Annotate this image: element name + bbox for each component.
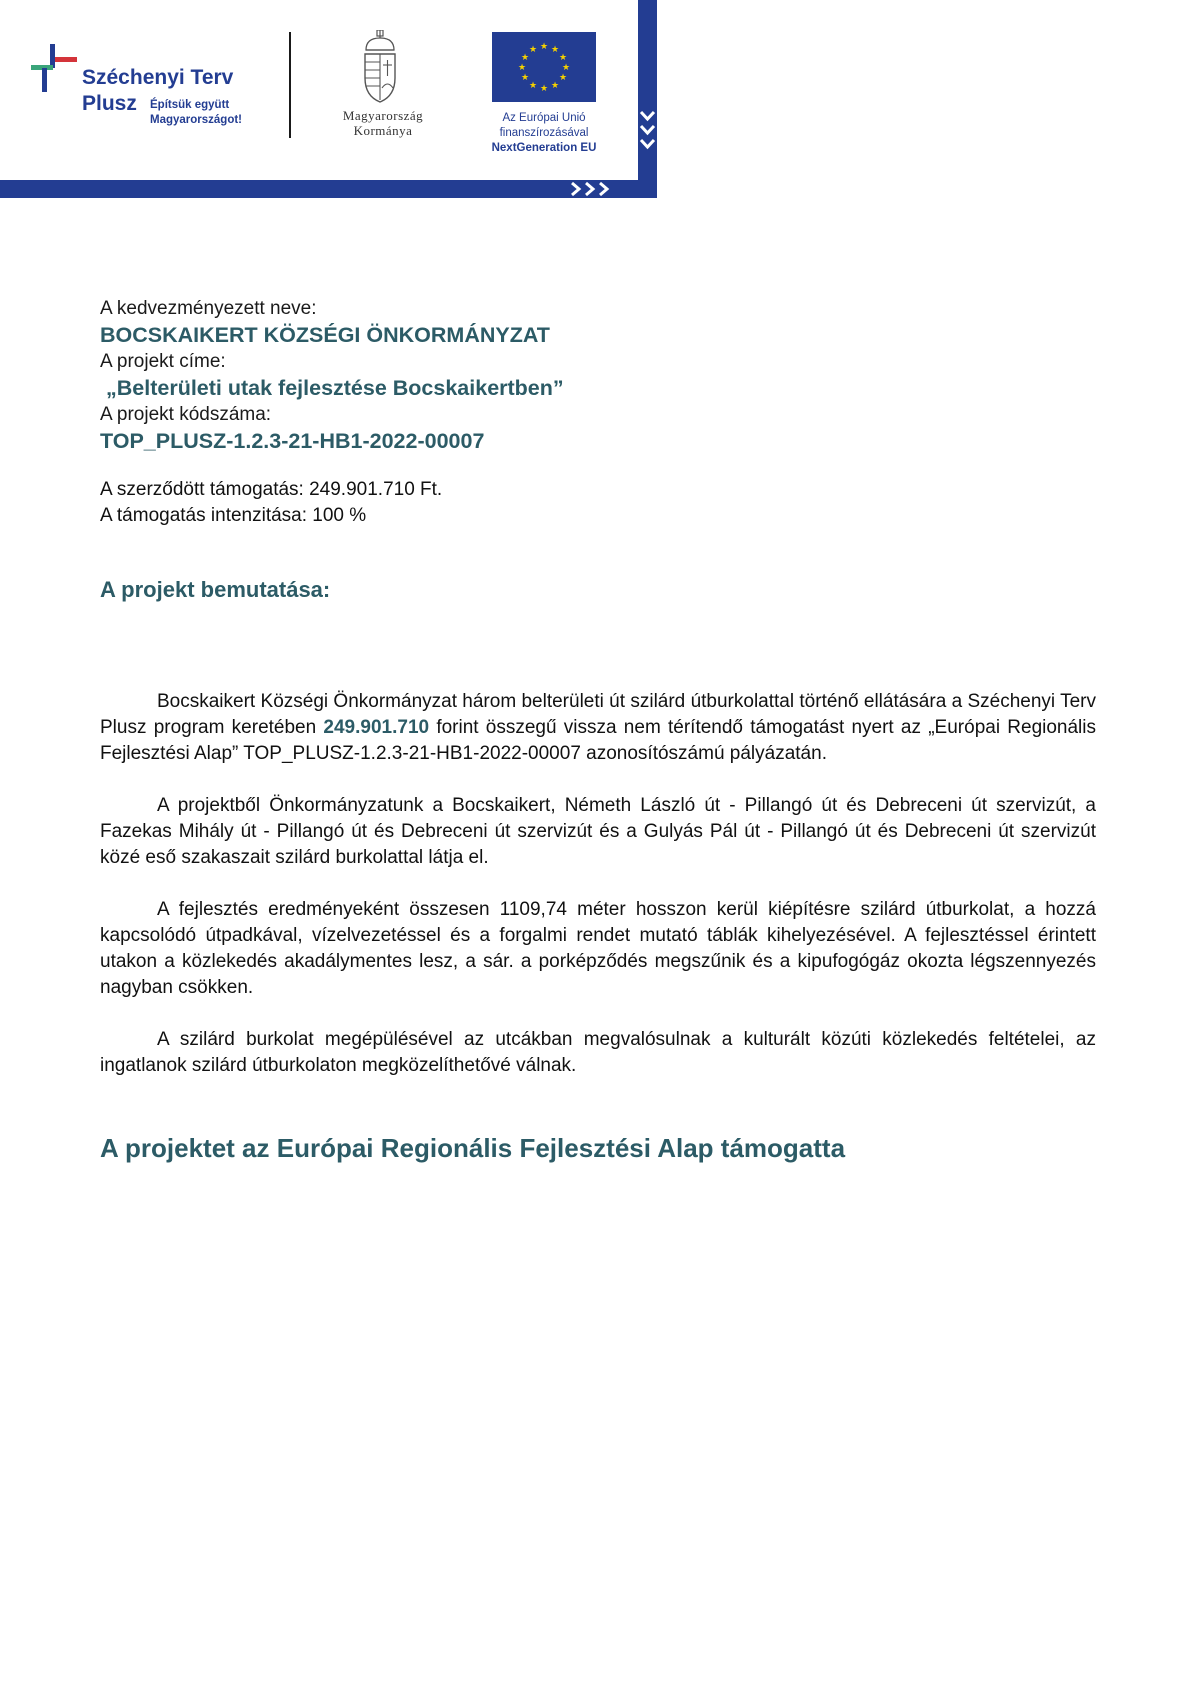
- svg-text:★: ★: [528, 45, 538, 55]
- banner-bottom-bar: [0, 180, 657, 198]
- svg-text:★: ★: [550, 81, 560, 91]
- slogan-line-2: Magyarországot!: [150, 114, 243, 126]
- paragraph-3: A fejlesztés eredményeként összesen 1109,74 méter hosszon kerül kiépítésre szilárd útburkolat, a hozzá kapcsolódó útpadkával, vízelvezetéssel és a forgalmi rendet mutató táblák kihelyezésével. A fejlesztéssel érintett utakon a közlekedés akadálymentes lesz, a sár. a porképződés megszűnik és a kipufogógáz okozta légszennyezés nagyban csökken.: [100, 899, 1096, 998]
- paragraph-1-start: Bocskaikert Községi Önkormányzat három belterületi út szilárd útburkolattal történő ellátására a Széchenyi Terv Plusz program keretében: [100, 691, 1096, 738]
- paragraph-1: [100, 689, 1096, 767]
- paragraph-2: A projektből Önkormányzatunk a Bocskaikert, Németh László út - Pillangó út és Debreceni út szervizút, a Fazekas Mihály út - Pillangó út és Debreceni út szervizút és a Gulyás Pál út - Pillangó út és Debreceni út szervizút közé eső szakaszait szilárd burkolattal látja el.: [100, 795, 1096, 868]
- svg-text:★: ★: [520, 53, 530, 63]
- chevron-right-decoration-icon: [568, 180, 628, 198]
- presentation-heading: A projekt bemutatása:: [100, 577, 331, 602]
- paragraph-1-end: forint összegű vissza nem térítendő támogatást nyert az „Európai Regionális Fejlesztési Alap” TOP_PLUSZ-1.2.3-21-HB1-2022-00007 azonosítószámú pályázatán.: [100, 717, 1096, 764]
- eu-flag-icon: [492, 32, 596, 102]
- svg-text:★: ★: [539, 42, 549, 52]
- eu-funding-text: [476, 111, 612, 156]
- szechenyi-slogan: [150, 98, 242, 128]
- banner-side-bar: [638, 0, 657, 198]
- eu-line-2: finanszírozásával: [499, 127, 589, 139]
- beneficiary-name: BOCSKAIKERT KÖZSÉGI ÖNKORMÁNYZAT: [100, 323, 550, 347]
- svg-text:★: ★: [558, 53, 568, 63]
- svg-text:★: ★: [558, 73, 568, 83]
- project-code: TOP_PLUSZ-1.2.3-21-HB1-2022-00007: [100, 429, 485, 453]
- szechenyi-plusz: Plusz: [82, 92, 137, 115]
- government-name: [318, 108, 448, 138]
- slogan-line-1: Építsük együtt: [150, 99, 230, 111]
- svg-text:★: ★: [520, 73, 530, 83]
- hungarian-crest-icon: [360, 30, 400, 106]
- svg-text:★: ★: [517, 63, 527, 73]
- szechenyi-title: Széchenyi Terv: [82, 66, 234, 89]
- funding-statement: A projektet az Európai Regionális Fejlesztési Alap támogatta: [100, 1133, 846, 1163]
- paragraph-4: A szilárd burkolat megépülésével az utcákban megvalósulnak a kulturált közúti közlekedés feltételei, az ingatlanok szilárd útburkolaton megközelíthetővé válnak.: [100, 1029, 1096, 1076]
- project-title-label: A projekt címe:: [100, 351, 226, 372]
- grant-intensity: A támogatás intenzitása: 100 %: [100, 505, 367, 526]
- gov-line-2: Kormánya: [353, 123, 413, 138]
- svg-text:★: ★: [561, 63, 571, 73]
- chevron-down-decoration-icon: [638, 108, 657, 168]
- svg-text:★: ★: [528, 81, 538, 91]
- project-title: „Belterületi utak fejlesztése Bocskaikertben”: [106, 376, 564, 400]
- logo-divider: [289, 32, 291, 138]
- gov-line-1: Magyarország: [342, 108, 424, 123]
- svg-text:★: ★: [550, 45, 560, 55]
- header-banner: [0, 0, 657, 198]
- project-code-label: A projekt kódszáma:: [100, 404, 272, 425]
- contracted-grant: A szerződött támogatás: 249.901.710 Ft.: [100, 479, 443, 500]
- grant-amount-highlight: 249.901.710: [323, 717, 430, 738]
- eu-line-3: NextGeneration EU: [491, 142, 597, 154]
- eu-line-1: Az Európai Unió: [502, 112, 586, 124]
- beneficiary-label: A kedvezményezett neve:: [100, 298, 317, 319]
- document-body: [100, 296, 1096, 1165]
- svg-text:★: ★: [539, 84, 549, 94]
- szechenyi-cross-logo-icon: [30, 40, 86, 96]
